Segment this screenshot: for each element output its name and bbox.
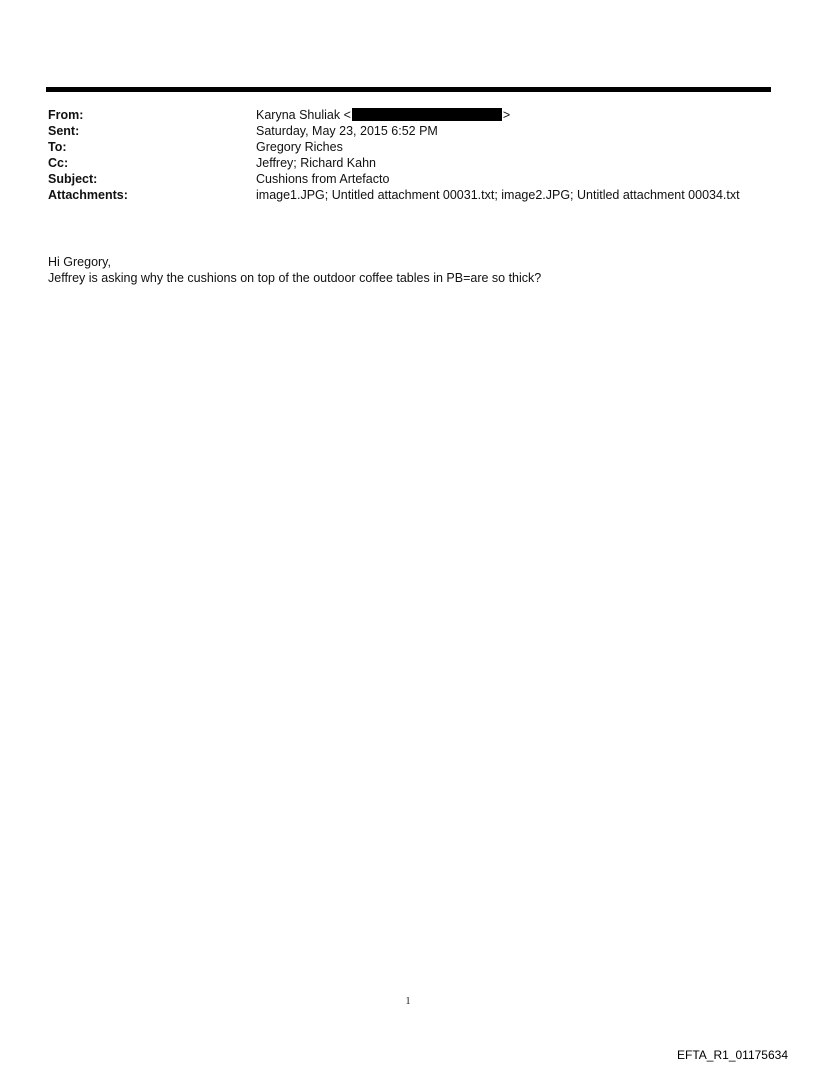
attachments-label: Attachments:: [48, 188, 128, 202]
to-value: Gregory Riches: [256, 140, 343, 154]
page-number: 1: [405, 996, 411, 1007]
from-value: [256, 107, 510, 123]
redaction-box: [352, 108, 502, 121]
attachments-value: image1.JPG; Untitled attachment 00031.txt; image2.JPG; Untitled attachment 00034.txt: [256, 188, 740, 202]
from-label: From:: [48, 108, 84, 122]
sent-label: Sent:: [48, 124, 80, 138]
body-line: Jeffrey is asking why the cushions on top of the outdoor coffee tables in PB=are so thick?: [48, 271, 542, 285]
subject-label: Subject:: [48, 172, 98, 186]
attachments-row: [48, 187, 773, 203]
email-body: [48, 254, 541, 286]
cc-label: Cc:: [48, 156, 69, 170]
cc-value: Jeffrey; Richard Kahn: [256, 156, 376, 170]
to-label: To:: [48, 140, 67, 154]
subject-value: Cushions from Artefacto: [256, 172, 390, 186]
sent-value: Saturday, May 23, 2015 6:52 PM: [256, 124, 438, 138]
from-open-bracket: <: [343, 108, 351, 122]
greeting: Hi Gregory,: [48, 255, 111, 269]
from-row: [48, 107, 773, 123]
from-close-bracket: >: [502, 108, 511, 122]
email-header: [48, 107, 773, 203]
sent-row: [48, 123, 773, 139]
from-name: Karyna Shuliak: [256, 108, 341, 122]
header-rule: [46, 87, 771, 92]
subject-row: [48, 171, 773, 187]
cc-row: [48, 155, 773, 171]
bates-number: EFTA_R1_01175634: [677, 1048, 788, 1062]
to-row: [48, 139, 773, 155]
